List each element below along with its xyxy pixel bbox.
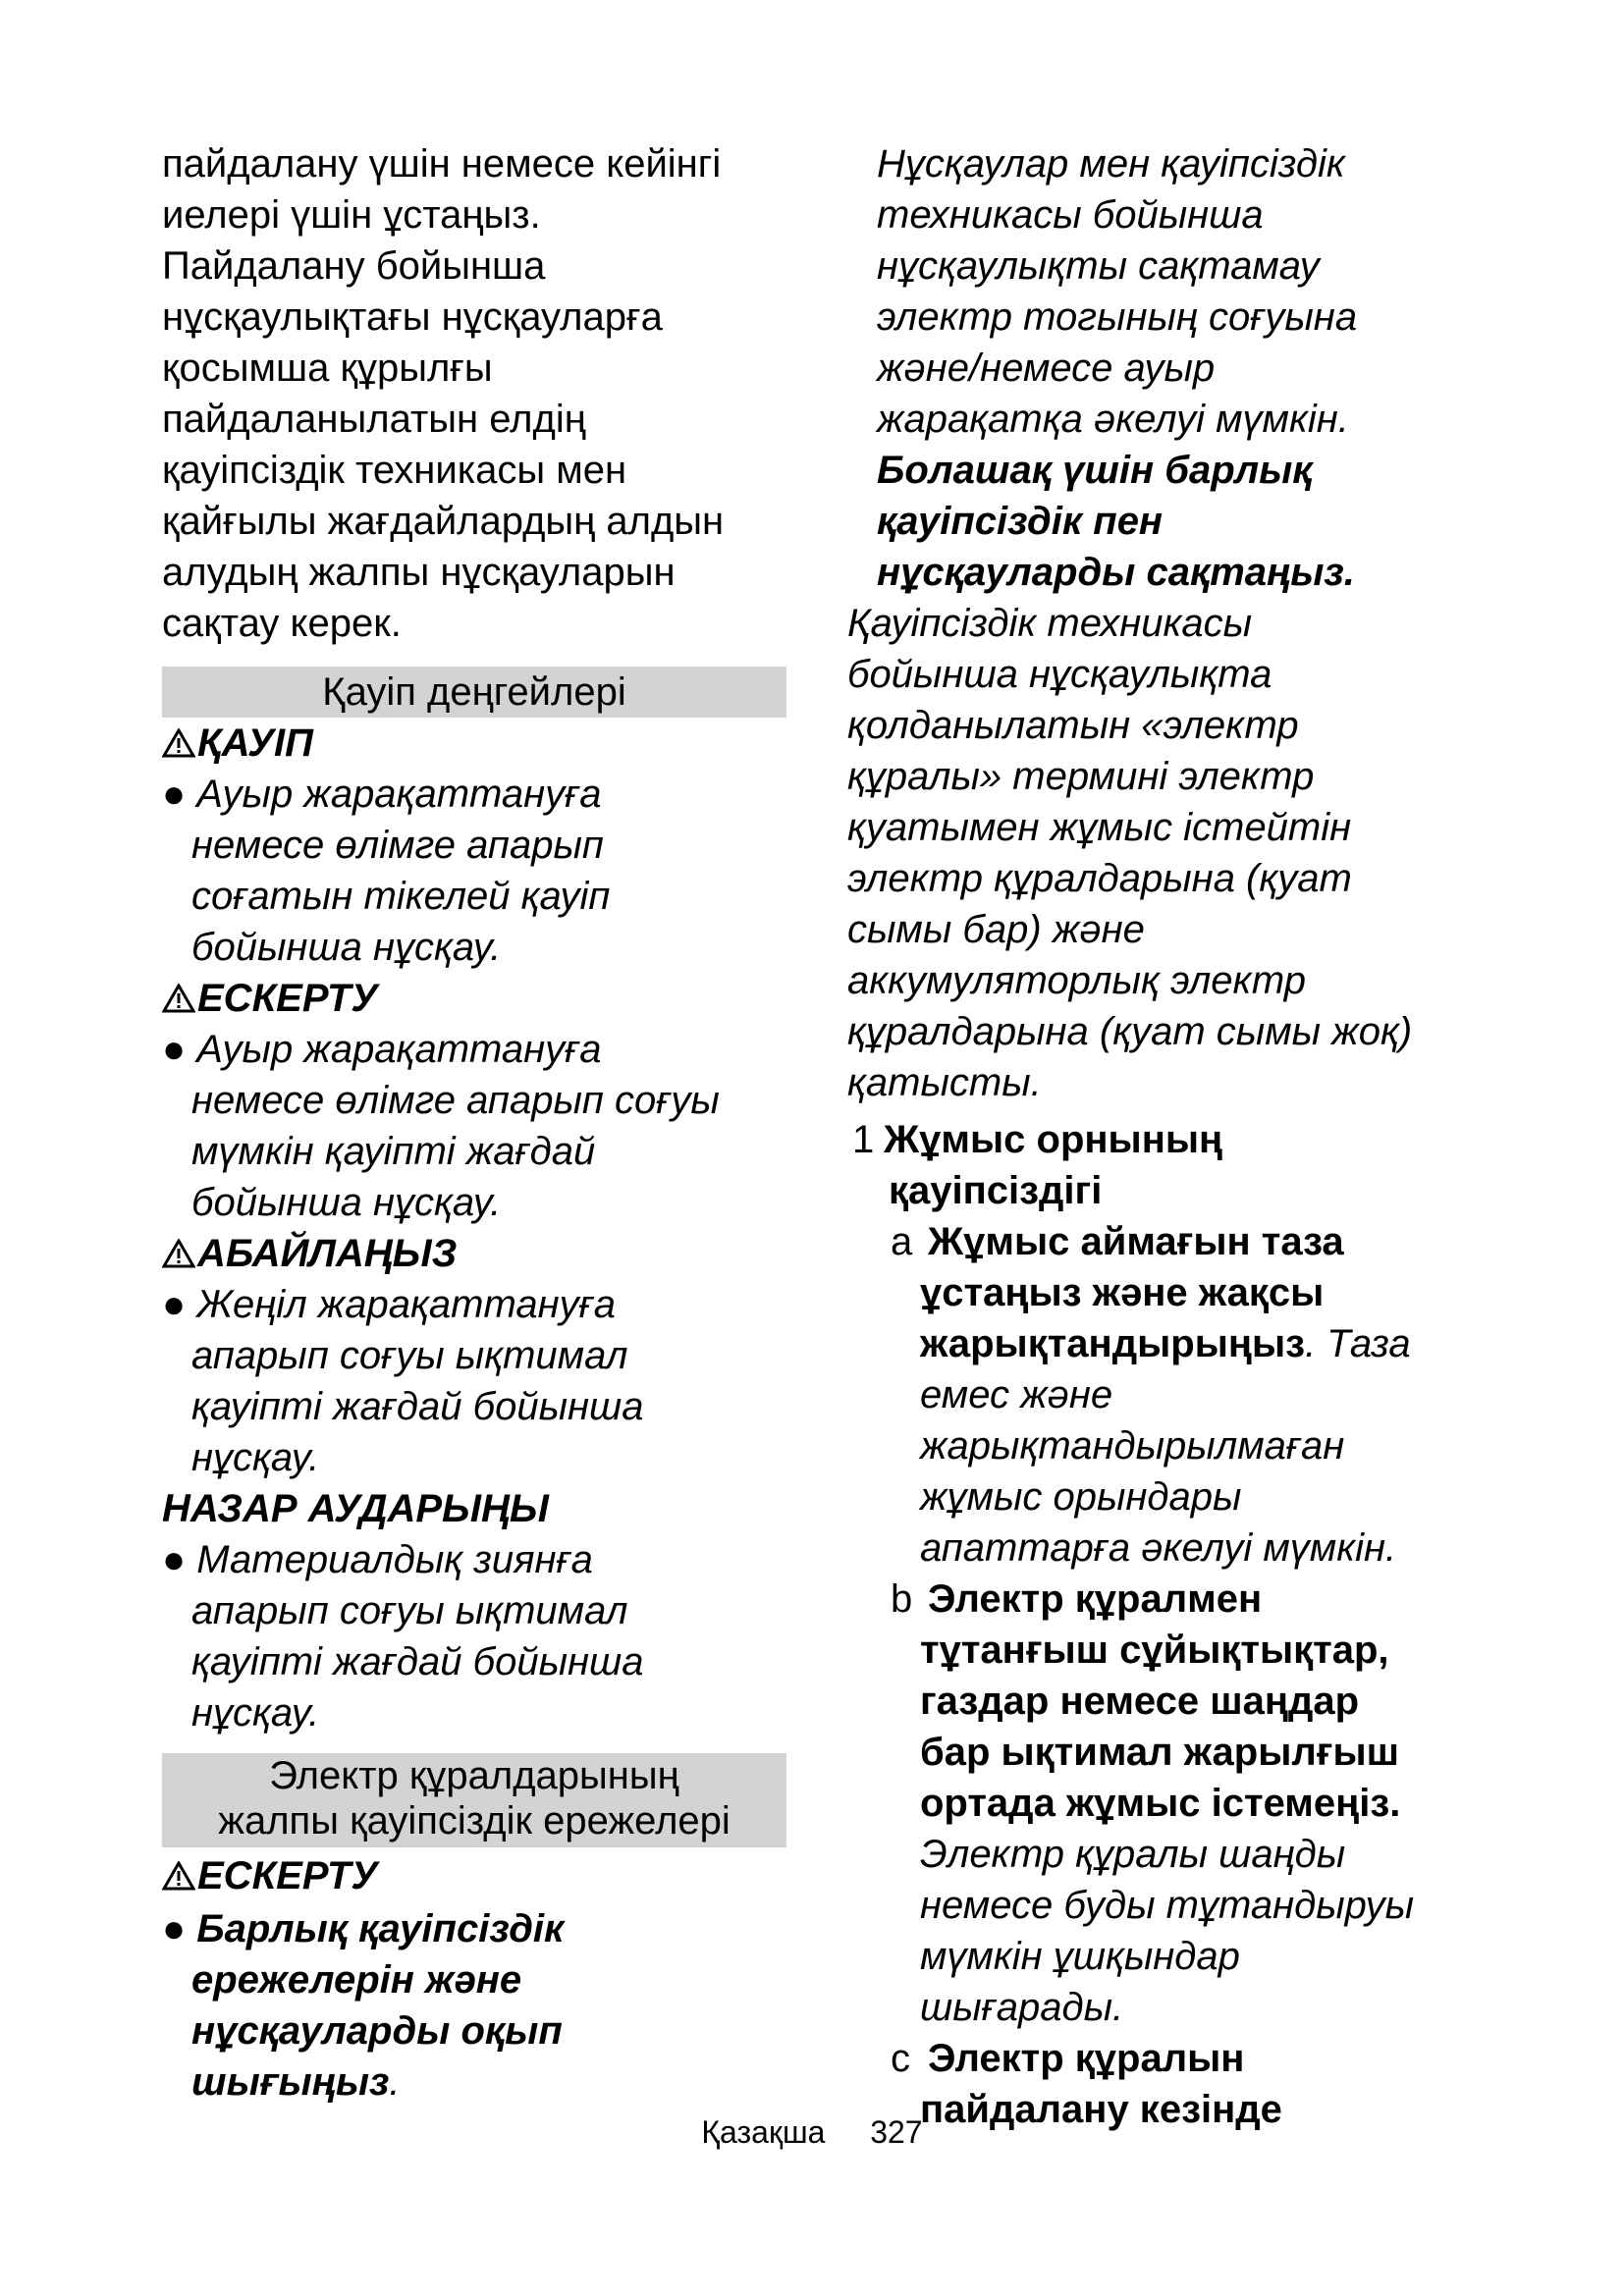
keep-instructions-line: нұсқауларды сақтаңыз. (877, 551, 1355, 594)
warning-triangle-icon (162, 1239, 195, 1268)
rules-heading-line: Электр құралдарының (269, 1754, 679, 1797)
item-text: Электр құралы шаңды (920, 1833, 1346, 1876)
notice-text: ● Материалдық зиянға (162, 1538, 593, 1581)
item-text: жарықтандырылмаған (920, 1424, 1345, 1468)
danger-label (162, 718, 313, 769)
term-line: құралы» термині электр (847, 755, 1315, 798)
warning-label-text: ЕСКЕРТУ (197, 977, 378, 1020)
section-title: қауіпсіздігі (889, 1169, 1103, 1212)
intro-line: сақтау керек. (162, 602, 402, 645)
caution-text: апарып соғуы ықтимал (191, 1334, 628, 1377)
right-intro-line: және/немесе ауыр (877, 347, 1216, 390)
item-title-mixed (920, 1318, 1411, 1369)
keep-instructions-line: қауіпсіздік пен (877, 500, 1164, 543)
item-title: ортада жұмыс істемеңіз. (920, 1782, 1401, 1825)
term-line: бойынша нұсқаулықта (847, 653, 1272, 696)
notice-text: апарып соғуы ықтимал (191, 1589, 628, 1632)
warning-triangle-icon (162, 1861, 195, 1891)
intro-line: қайғылы жағдайлардың алдын (162, 500, 725, 543)
intro-line: пайдалану үшін немесе кейінгі (162, 142, 722, 186)
term-line: қуатымен жұмыс істейтін (847, 806, 1352, 849)
item-title: тұтанғыш сұйықтықтар, (920, 1629, 1389, 1672)
danger-text: ● Ауыр жарақаттануға (162, 773, 602, 816)
rules-warning-last-bold: шығыңыз (191, 2060, 390, 2104)
page-number: 327 (870, 2114, 923, 2150)
item-letter: c (891, 2037, 910, 2080)
warning-text: мүмкін қауіпті жағдай (191, 1130, 596, 1173)
item-title: Электр құралын (928, 2037, 1245, 2080)
item-title: Жұмыс аймағын таза (928, 1220, 1344, 1263)
term-line: аккумуляторлық электр (847, 959, 1306, 1002)
item-text: жұмыс орындары (920, 1475, 1242, 1519)
rules-warning-text: ережелерін және (191, 1958, 522, 2002)
item-tail: . Таза (1305, 1322, 1411, 1365)
warning-triangle-icon (162, 728, 195, 758)
intro-line: қосымша құрылғы (162, 347, 493, 390)
item-title: пайдалану кезінде (920, 2088, 1282, 2131)
term-line: қолданылатын «электр (847, 704, 1299, 747)
rules-warning-last-tail: . (389, 2060, 401, 2104)
item-title: ұстаңыз және жақсы (920, 1271, 1325, 1314)
danger-text: немесе өлімге апарып (191, 824, 604, 867)
rules-warning-text (191, 2056, 401, 2108)
notice-text: нұсқау. (191, 1691, 320, 1735)
keep-instructions-line: Болашақ үшін барлық (877, 449, 1313, 492)
item-title: бар ықтимал жарылғыш (920, 1731, 1399, 1774)
term-line: қатысты. (847, 1061, 1042, 1104)
item-text: емес және (920, 1373, 1113, 1416)
intro-line: пайдаланылатын елдің (162, 398, 586, 441)
right-intro-line: нұсқаулықты сақтамау (877, 244, 1320, 288)
warning-text: ● Ауыр жарақаттануға (162, 1028, 602, 1071)
danger-label-text: ҚАУІП (197, 721, 313, 765)
warning-label (162, 973, 378, 1024)
term-line: сымы бар) және (847, 908, 1145, 951)
rules-warning-label (162, 1850, 378, 1901)
footer-language: Қазақша (701, 2114, 826, 2150)
caution-text: қауіпті жағдай бойынша (191, 1385, 644, 1428)
item-text: шығарады. (920, 1986, 1124, 2029)
right-intro-line: техникасы бойынша (877, 193, 1264, 237)
right-intro-line: Нұсқаулар мен қауіпсіздік (877, 142, 1345, 186)
right-intro-line: жарақатқа әкелуі мүмкін. (877, 398, 1349, 441)
item-title: газдар немесе шаңдар (920, 1680, 1360, 1723)
item-text: немесе буды тұтандыруы (920, 1884, 1415, 1927)
warning-text: немесе өлімге апарып соғуы (191, 1079, 720, 1122)
warning-triangle-icon (162, 984, 195, 1013)
term-line: электр құралдарына (қуат (847, 857, 1352, 900)
right-intro-line: электр тогының соғуына (877, 295, 1358, 339)
rules-warning-label-text: ЕСКЕРТУ (197, 1854, 378, 1897)
danger-text: бойынша нұсқау. (191, 926, 502, 969)
rules-warning-text: нұсқауларды оқып (191, 2009, 563, 2053)
danger-text: соғатын тікелей қауіп (191, 875, 611, 918)
item-title: Электр құралмен (928, 1577, 1263, 1621)
notice-text: қауіпті жағдай бойынша (191, 1640, 644, 1683)
term-line: құралдарына (қуат сымы жоқ) (847, 1010, 1413, 1053)
section-title: Жұмыс орнының (884, 1118, 1223, 1161)
item-text: апаттарға әкелуі мүмкін. (920, 1526, 1397, 1570)
caution-text: нұсқау. (191, 1436, 320, 1479)
caution-text: ● Жеңіл жарақаттануға (162, 1283, 616, 1326)
item-text: мүмкін ұшқындар (920, 1935, 1240, 1978)
rules-heading-line: жалпы қауіпсіздік ережелері (218, 1799, 731, 1842)
caution-label (162, 1228, 457, 1279)
section-number: 1 (852, 1118, 875, 1161)
intro-line: нұсқаулықтағы нұсқауларға (162, 295, 663, 339)
caution-label-text: АБАЙЛАҢЫЗ (197, 1232, 458, 1275)
intro-line: қауіпсіздік техникасы мен (162, 449, 627, 492)
intro-line: иелері үшін ұстаңыз. (162, 193, 541, 237)
intro-line: алудың жалпы нұсқауларын (162, 551, 676, 594)
notice-label: НАЗАР АУДАРЫҢЫ (162, 1487, 549, 1530)
item-title: жарықтандырыңыз (920, 1322, 1306, 1365)
item-letter: b (891, 1577, 913, 1621)
term-line: Қауіпсіздік техникасы (847, 602, 1253, 645)
page-footer (0, 2112, 1624, 2152)
item-letter: a (891, 1220, 913, 1263)
warning-text: бойынша нұсқау. (191, 1181, 502, 1224)
intro-line: Пайдалану бойынша (162, 244, 546, 288)
rules-warning-text: ● Барлық қауіпсіздік (162, 1907, 565, 1950)
hazard-levels-heading: Қауіп деңгейлері (322, 670, 626, 714)
